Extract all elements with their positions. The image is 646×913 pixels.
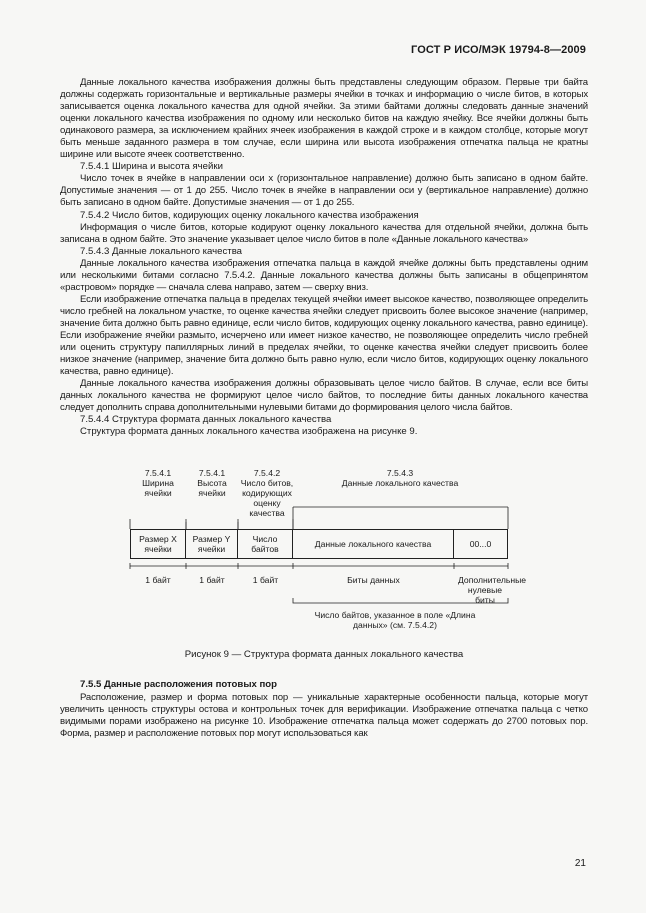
label-1-byte-count: 1 байт xyxy=(252,575,279,586)
subsection-heading: 7.5.4.1 Ширина и высота ячейки xyxy=(80,161,223,173)
label-local-quality-data: 7.5.4.3 Данные локального качества xyxy=(341,468,459,489)
document-header: ГОСТ Р ИСО/МЭК 19794-8—2009 xyxy=(411,44,586,56)
label-cell-height: 7.5.4.1 Высота ячейки xyxy=(197,468,227,499)
page-body xyxy=(60,77,588,740)
page-number: 21 xyxy=(574,858,586,869)
subsection-heading: 7.5.4.3 Данные локального качества xyxy=(80,245,243,257)
figure-9-diagram xyxy=(60,445,588,649)
paragraph: Число точек в ячейке в направлении оси x (горизонтальное направление) должно быть записано в одном байте. Допустимые значения — от 1 до 255. Число точек в ячейке в направлении оси y (вертикальное направление) должно быть записано в одном байте. Допустимые значения — от 1 до 255. xyxy=(60,173,588,209)
brace-note: Число байтов, указанное в поле «Длина данных» (см. 7.5.4.2) xyxy=(314,610,476,631)
label-data-bits: Биты данных xyxy=(347,575,400,586)
paragraph: Структура формата данных локального качества изображена на рисунке 9. xyxy=(80,426,418,438)
paragraph: Данные локального качества изображения отпечатка пальца в каждой ячейке должны быть представлены одним или несколькими битами согласно 7.5.4.2. Данные локального качества должны быть записаны в общепринятом «растровом» порядке — сначала слева направо, затем — сверху вниз. xyxy=(60,257,588,293)
paragraph: Информация о числе битов, которые кодируют оценку локального качества для отдельной ячейки, должна быть записана в одном байте. Это значение указывает целое число битов в поле «Данные локального качества» xyxy=(60,221,588,245)
figure-caption: Рисунок 9 — Структура формата данных локального качества xyxy=(184,649,464,661)
box-size-y: Размер Y ячейки xyxy=(185,529,238,559)
label-cell-width: 7.5.4.1 Ширина ячейки xyxy=(142,468,174,499)
box-size-x: Размер X ячейки xyxy=(130,529,186,559)
label-1-byte-y: 1 байт xyxy=(199,575,225,586)
subsection-heading: 7.5.4.4 Структура формата данных локального качества xyxy=(80,414,332,426)
label-bit-count: 7.5.4.2 Число битов, кодирующих оценку качества xyxy=(240,468,294,519)
label-padding-bits: Дополнительные нулевые биты xyxy=(458,575,527,606)
paragraph: Данные локального качества изображения должны быть представлены следующим образом. Первые три байта должны содержать горизонтальные и вертикальные размеры ячейки в точках и информацию о числе битов, в которых записывается оценка локального качества для одной ячейки. За этими байтами должны следовать данные значений оценки локального качества изображения по одному или несколько битов на каждую ячейку. Все ячейки должны быть одинакового размера, за исключением крайних ячеек изображения в каждой строке и в каждом столбце, которые могут быть меньше заданного размера в том случае, если ширина или высота изображения отпечатка пальца не кратны ширине или высоте ячеек соответственно. xyxy=(60,77,588,161)
box-byte-count: Число байтов xyxy=(237,529,293,559)
section-title: 7.5.5 Данные расположения потовых пор xyxy=(80,679,278,691)
box-padding-bits: 00...0 xyxy=(453,529,508,559)
box-quality-data: Данные локального качества xyxy=(292,529,454,559)
paragraph: Расположение, размер и форма потовых пор — уникальные характерные особенности пальца, которые могут увеличить ценность структуры остова и контрольных точек для верификации. Изображение отпечатка пальца с четко видимыми порами изображено на рисунке 10. Изображение отпечатка пальца может содержать до 2700 потовых пор. Форма, размер и расположение потовых пор могут использоваться как xyxy=(60,691,588,739)
subsection-heading: 7.5.4.2 Число битов, кодирующих оценку локального качества изображения xyxy=(80,209,419,221)
label-1-byte-x: 1 байт xyxy=(145,575,171,586)
paragraph: Если изображение отпечатка пальца в пределах текущей ячейки имеет высокое качество, позволяющее определить число гребней на локальном участке, то оценке качества ячейки следует присвоить более высокое значение (например, значение бита должно быть равно единице, если число битов, кодирующих оценку локального качества, равно единице). Если изображение ячейки размыто, исчерчено или имеет низкое качество, не позволяющее определить число гребней или оценить структуру папиллярных линий в пределах ячейки, то оценке качества ячейки следует присвоить более низкое значение (например, значение бита должно быть равно нулю, если число битов, кодирующих оценку локального качества, равно единице). xyxy=(60,293,588,378)
paragraph: Данные локального качества изображения должны образовывать целое число байтов. В случае, если все биты данных локального качества не формируют целое число байтов, то последние биты данных локального качества следует дополнить справа дополнительными нулевыми битами до формирования целого числа байтов. xyxy=(60,378,588,414)
